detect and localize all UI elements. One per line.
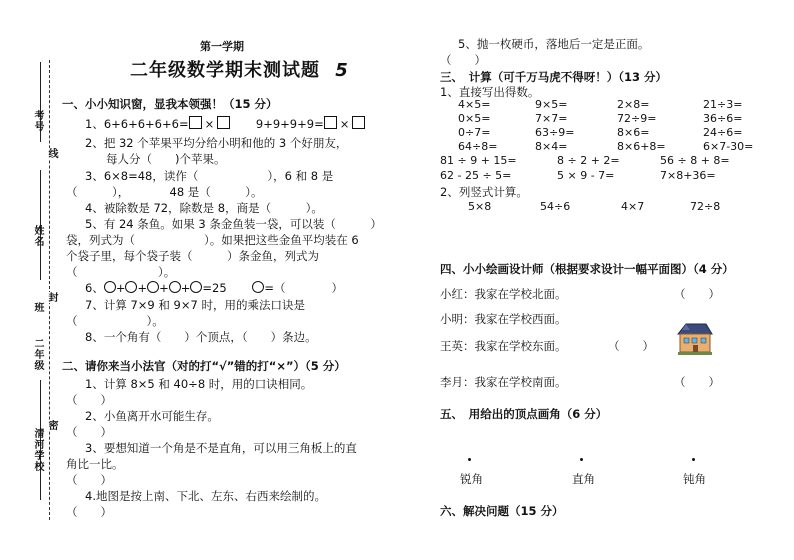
s2-q1-paren[interactable]: （ ） xyxy=(66,393,112,407)
vertex-dot-obtuse[interactable] xyxy=(692,458,695,461)
section4-heading: 四、小小绘画设计师（根据要求设计一幅平面图）（4 分） xyxy=(440,262,734,276)
margin-label-school: 清河学校 xyxy=(32,428,43,472)
s4-line-wangying: 王英：我家在学校东面。 xyxy=(440,339,567,353)
angle-label-right: 直角 xyxy=(572,472,595,486)
s1-q6-equals: =25 xyxy=(202,281,227,295)
margin-label-xian: 线 xyxy=(46,148,57,159)
circle-blank[interactable] xyxy=(147,281,159,293)
calc-item: 5 × 9 - 7= xyxy=(557,169,615,182)
s1-q7-line2: （ ）。 xyxy=(66,314,164,328)
vertex-dot-right[interactable] xyxy=(580,458,583,461)
s1-q6-number: 6、 xyxy=(85,281,104,295)
calc-item: 6×7-30= xyxy=(703,140,754,153)
answer-box[interactable] xyxy=(324,116,337,129)
calc-item: 4×5= xyxy=(458,98,491,111)
s4-line-liyue: 李月：我家在学校南面。 xyxy=(440,375,567,389)
calc-item: 56 ÷ 8 + 8= xyxy=(660,154,730,167)
calc-item: 8×6= xyxy=(617,126,650,139)
page-title-number: 5 xyxy=(335,60,349,81)
calc-item: 24÷6= xyxy=(703,126,743,139)
s3-sub1: 1、直接写出得数。 xyxy=(440,85,540,99)
s1-q8: 8、一个角有（ ）个顶点，（ ）条边。 xyxy=(85,330,317,344)
circle-blank[interactable] xyxy=(190,281,202,293)
circle-blank[interactable] xyxy=(252,281,264,293)
times-sign: × xyxy=(339,117,350,131)
s1-q5-line3: 个袋子里，每个袋子装（ ）条金鱼，列式为 xyxy=(66,249,319,263)
s2-q4-paren[interactable]: （ ） xyxy=(66,505,112,519)
s1-q3-line1: 3、6×8=48，读作（ ），6 和 8 是 xyxy=(85,169,334,183)
calc-item: 81 ÷ 9 + 15= xyxy=(440,154,517,167)
s2-q3-paren[interactable]: （ ） xyxy=(66,473,112,487)
margin-label-mi: 密 xyxy=(46,420,57,431)
answer-box[interactable] xyxy=(217,116,230,129)
vertical-calc-item: 72÷8 xyxy=(690,200,721,213)
s1-q6 xyxy=(85,280,343,296)
section3-heading: 三、 计算（可千万马虎不得呀！）（13 分） xyxy=(440,70,668,84)
s1-q4: 4、被除数是 72，除数是 8，商是（ ）。 xyxy=(85,201,323,215)
calc-item: 8×6+8= xyxy=(617,140,666,153)
calc-item: 7×8+36= xyxy=(660,169,716,182)
calc-item: 63÷9= xyxy=(535,126,575,139)
vertex-dot-acute[interactable] xyxy=(468,458,471,461)
s1-q1-expr-a: 1、6+6+6+6+6= xyxy=(85,117,189,131)
calc-item: 8×4= xyxy=(535,140,568,153)
angle-label-acute: 锐角 xyxy=(460,472,483,486)
vertical-calc-item: 4×7 xyxy=(621,200,645,213)
margin-label-feng: 封 xyxy=(46,292,57,303)
s1-q3-line2: （ ）， 48 是（ ）。 xyxy=(66,185,263,199)
margin-label-kaohao: 考号 xyxy=(32,110,43,132)
margin-dashed-line xyxy=(49,60,50,520)
s2-q3-line1: 3、要想知道一个角是不是直角，可以用三角板上的直 xyxy=(85,441,357,455)
section6-heading: 六、解决问题（15 分） xyxy=(440,504,564,518)
s1-q5-line4: （ ）。 xyxy=(66,265,176,279)
s1-q5-line2: 袋，列式为（ ）。如果把这些金鱼平均装在 6 xyxy=(66,233,359,247)
vertical-calc-item: 54÷6 xyxy=(540,200,571,213)
s2-q4: 4.地图是按上南、下北、左东、右西来绘制的。 xyxy=(85,489,326,503)
s4-line-xiaohong: 小红：我家在学校北面。 xyxy=(440,287,567,301)
s3-sub2: 2、列竖式计算。 xyxy=(440,185,528,199)
circle-blank[interactable] xyxy=(125,281,137,293)
plus-sign: + xyxy=(159,281,169,295)
margin-label-xingming: 姓名 xyxy=(32,225,43,247)
calc-item: 0×5= xyxy=(458,112,491,125)
s1-q5-line1: 5、有 24 条鱼。如果 3 条金鱼装一袋，可以装（ ） xyxy=(85,217,382,231)
page-title-text: 二年级数学期末测试题 xyxy=(130,60,320,81)
s2-q2-paren[interactable]: （ ） xyxy=(66,425,112,439)
s1-q6-answer: =（ ） xyxy=(264,281,343,295)
school-building-icon xyxy=(676,320,714,356)
margin-label-ban: 班 xyxy=(32,302,43,313)
s2-q2: 2、小鱼离开水可能生存。 xyxy=(85,409,219,423)
s1-q2-line2: 每人分（ )个苹果。 xyxy=(106,152,226,166)
semester-label: 第一学期 xyxy=(200,40,244,53)
plus-sign: + xyxy=(115,281,126,295)
calc-item: 0÷7= xyxy=(458,126,491,139)
answer-box[interactable] xyxy=(352,116,365,129)
answer-box[interactable] xyxy=(189,116,202,129)
calc-item: 72÷9= xyxy=(617,112,657,125)
calc-item: 62 - 25 ÷ 5= xyxy=(440,169,512,182)
calc-item: 36÷6= xyxy=(703,112,743,125)
page-title xyxy=(130,56,349,82)
circle-blank[interactable] xyxy=(169,281,181,293)
s1-q1 xyxy=(85,116,365,132)
section1-heading: 一、小小知识窗，显我本领强！（15 分） xyxy=(62,97,278,111)
plus-sign: + xyxy=(180,281,191,295)
section2-heading: 二、请你来当小法官（对的打“√”错的打“×”）（5 分） xyxy=(62,359,346,373)
section5-heading: 五、 用给出的顶点画角（6 分） xyxy=(440,407,608,421)
s1-q2-line1: 2、把 32 个苹果平均分给小明和他的 3 个好朋友， xyxy=(85,136,348,150)
calc-item: 2×8= xyxy=(617,98,650,111)
calc-item: 64÷8= xyxy=(458,140,498,153)
circle-blank[interactable] xyxy=(104,281,116,293)
s1-q7-line1: 7、计算 7×9 和 9×7 时，用的乘法口诀是 xyxy=(85,298,305,312)
s4-paren-3[interactable]: （ ） xyxy=(608,339,654,353)
s2-q1: 1、计算 8×5 和 40÷8 时，用的口诀相同。 xyxy=(85,377,313,391)
s1-q1-expr-b: 9+9+9+9= xyxy=(255,117,324,131)
s4-paren-4[interactable]: （ ） xyxy=(674,375,720,389)
calc-item: 8 ÷ 2 + 2= xyxy=(557,154,620,167)
times-sign: × xyxy=(204,117,215,131)
vertical-calc-item: 5×8 xyxy=(468,200,492,213)
s2-q5: 5、抛一枚硬币，落地后一定是正面。 xyxy=(458,37,650,51)
margin-label-grade: 二年级 xyxy=(32,338,43,371)
calc-item: 9×5= xyxy=(535,98,568,111)
calc-item: 7×7= xyxy=(535,112,568,125)
plus-sign: + xyxy=(137,281,148,295)
s4-line-xiaoming: 小明：我家在学校西面。 xyxy=(440,312,567,326)
s2-q3-line2: 角比一比。 xyxy=(66,457,124,471)
s4-paren-1[interactable]: （ ） xyxy=(674,287,720,301)
calc-item: 21÷3= xyxy=(703,98,743,111)
angle-label-obtuse: 钝角 xyxy=(683,472,706,486)
s2-q5-paren[interactable]: （ ） xyxy=(440,53,486,67)
